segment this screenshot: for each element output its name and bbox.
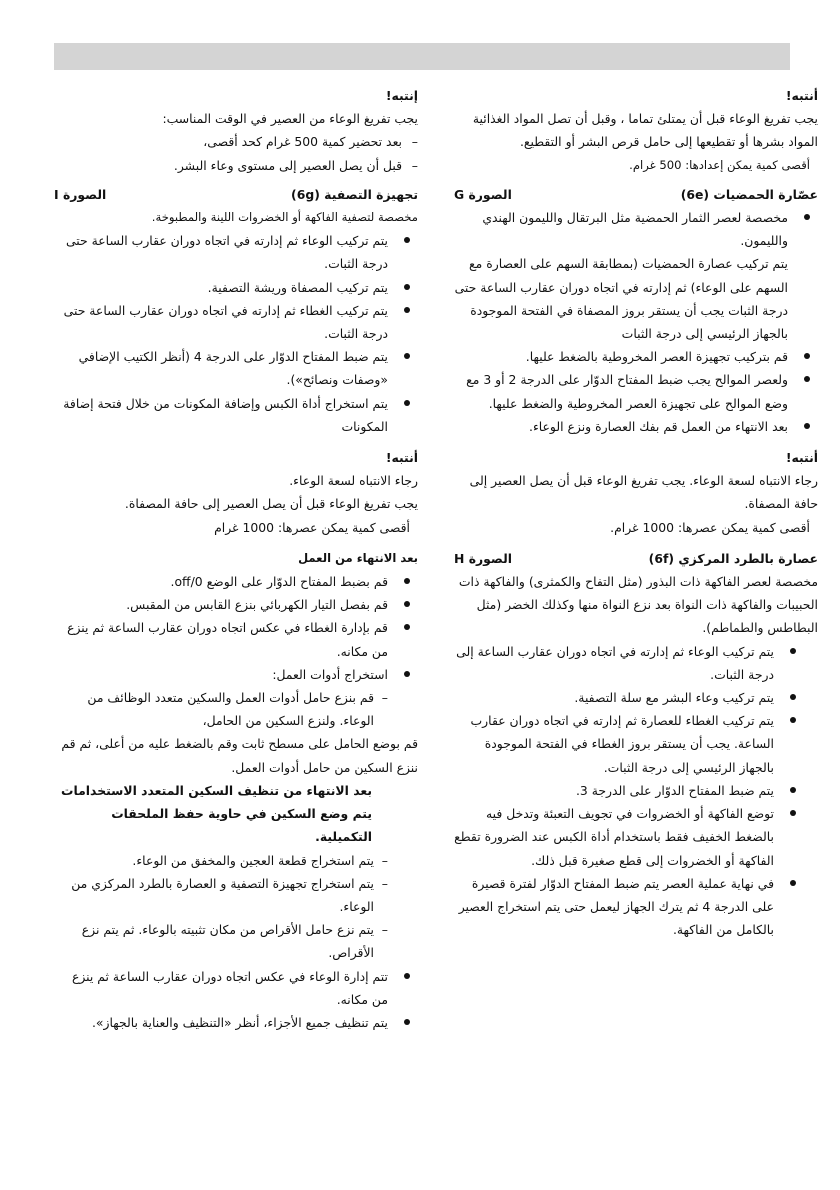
list-item: يتم تركيب المصفاة وريشة التصفية. [52, 276, 418, 299]
list-item: قم بضبط المفتاح الدوّار على الوضع off/0. [52, 570, 418, 593]
warning-body: يجب تفريغ الوعاء من العصير في الوقت المناسب: [162, 111, 418, 127]
list-item: بعد الانتهاء من العمل قم بفك العصارة ونزع الوعاء. [452, 415, 818, 438]
warning-title: أنتبه! [785, 88, 818, 103]
section-heading: عصّارة الحمضيات (6e) [680, 186, 818, 202]
final-list [52, 965, 418, 1035]
list-item: يتم تركيب الغطاء للعصارة ثم إدارته في اتجاه دوران عقارب الساعة. يجب أن يستقر بروز الغطاء في الفتحة الموجودة بالجهاز الرئيسي إلى درجة الثبات. [452, 709, 804, 779]
list-item: يتم تركيب وعاء البشر مع سلة التصفية. [452, 686, 804, 709]
citrus-assembly-para: يتم تركيب عصارة الحمضيات (بمطابقة السهم على العصارة مع السهم على الوعاء) ثم إدارته في اتجاه دوران عقارب الساعة حتى درجة الثبات يجب أن يستقر بروز المصفاة في الفتحة الموجودة بالجهاز الرئيسي إلى درجة الثبات [454, 256, 788, 342]
dash-item: – قم بنزع حامل أدوات العمل والسكين متعدد الوظائف من الوعاء. ولنزع السكين من الحامل، [52, 686, 418, 732]
header-bar [54, 43, 790, 70]
after-work-list [52, 570, 418, 686]
warning-body: يجب تفريغ الوعاء قبل أن يمتلئ تماما ، وقبل أن تصل المواد الغذائية المواد بشرها أو تقطيعها إلى حامل قرص البشر أو التقطيع. [472, 111, 818, 150]
list-item: يتم تركيب الوعاء ثم إدارته في اتجاه دوران عقارب الساعة إلى درجة الثبات. [452, 640, 804, 686]
list-item: تتم إدارة الوعاء في عكس اتجاه دوران عقارب الساعة ثم ينزع من مكانه. [52, 965, 418, 1011]
list-item: يتم استخراج أداة الكبس وإضافة المكونات من خلال فتحة إضافة المكونات [52, 392, 418, 438]
list-item: – قبل أن يصل العصير إلى مستوى وعاء البشر. [52, 154, 418, 177]
figure-ref: الصورة G [454, 186, 512, 202]
warning-title: أنتبه! [385, 450, 418, 466]
max-quantity: أقصى كمية يمكن إعدادها: 500 غرام. [629, 157, 810, 172]
dash-item-continued: قم بوضع الحامل على مسطح ثابت وقم بالضغط عليه من أعلى، ثم قم ننزع السكين من حامل أدوات العمل. [61, 736, 418, 775]
section-heading: عصارة بالطرد المركزي (6f) [648, 550, 818, 566]
list-item: مخصصة لعصر الثمار الحمضية مثل البرتقال والليمون الهندي والليمون. يتم تركيب عصارة الحمضيات (بمطابقة السهم على العصارة مع السهم على الوعاء) ثم إدارته في اتجاه دوران عقارب الساعة حتى درجة الثبات يجب أن يستقر بروز المصفاة في الفتحة الموجودة بالجهاز الرئيسي إلى درجة الثبات [452, 206, 818, 345]
section-intro: مخصصة لتصفية الفاكهة أو الخضروات اللينة والمطبوخة. [151, 210, 418, 225]
warning-line: رجاء الانتباه لسعة الوعاء. [289, 473, 418, 489]
warning-line: يجب تفريغ الوعاء قبل أن يصل العصير إلى حافة المصفاة. [124, 496, 418, 512]
dash-item: – يتم نزع حامل الأقراص من مكان تثبيته بالوعاء. ثم يتم نزع الأقراص. [52, 918, 418, 964]
right-column [452, 84, 818, 941]
section-heading: تجهيزة التصفية (6g) [291, 186, 418, 202]
figure-ref: الصورة H [454, 550, 513, 566]
section-title-centrifugal [452, 547, 818, 570]
section-intro: مخصصة لعصر الفاكهة ذات البذور (مثل التفاح والكمثرى) والفاكهة ذات الحبيبات والفاكهة ذات النواة بعد نزع النواة منها وكذلك الخضر (مثل البطاطس والطماطم). [458, 574, 818, 636]
warning-title: إنتبه! [385, 88, 418, 103]
list-item: يتم تركيب الغطاء ثم إدارته في اتجاه دوران عقارب الساعة حتى درجة الثبات. [52, 299, 418, 345]
list-item: يتم ضبط المفتاح الدوّار على الدرجة 4 (أنظر الكتيب الإضافي «وصفات ونصائح»). [52, 345, 418, 391]
list-item: توضع الفاكهة أو الخضروات في تجويف التعبئة وتدخل فيه بالضغط الخفيف فقط باستخدام أداة الكبس عند الضرورة تقطع الفاكهة أو الخضروات إلى قطع صغيرة قبل ذلك. [452, 802, 804, 872]
list-item: قم بإدارة الغطاء في عكس اتجاه دوران عقارب الساعة ثم ينزع من مكانه. [52, 616, 418, 662]
warning-title: أنتبه! [785, 450, 818, 466]
list-item: استخراج أدوات العمل: [52, 663, 418, 686]
list-item: يتم تنظيف جميع الأجزاء، أنظر «التنظيف والعناية بالجهاز». [52, 1011, 418, 1034]
warning-dash-list [52, 130, 418, 176]
section-title-strainer [52, 183, 418, 206]
after-work-heading: بعد الانتهاء من العمل [298, 550, 418, 565]
section-title-citrus [452, 183, 818, 206]
dash-item: – يتم استخراج تجهيزة التصفية و العصارة بالطرد المركزي من الوعاء. [52, 872, 418, 918]
list-item: يتم ضبط المفتاح الدوّار على الدرجة 3. [452, 779, 804, 802]
list-item: في نهاية عملية العصر يتم ضبط المفتاح الدوّار لفترة قصيرة على الدرجة 4 ثم يترك الجهاز ليعمل حتى يتم استخراج العصير بالكامل من الفاكهة. [452, 872, 804, 942]
list-item: قم بفصل التيار الكهربائي بنزع القابس من المقبس. [52, 593, 418, 616]
max-quantity: أقصى كمية يمكن عصرها: 1000 غرام [214, 519, 410, 535]
left-column [52, 84, 418, 1034]
max-quantity: أقصى كمية يمكن عصرها: 1000 غرام. [610, 519, 810, 535]
citrus-list [452, 206, 818, 438]
centrifugal-list [452, 640, 818, 942]
dash-item: – يتم استخراج قطعة العجين والمخفق من الوعاء. [52, 849, 418, 872]
list-item: يتم تركيب الوعاء ثم إدارته في اتجاه دوران عقارب الساعة حتى درجة الثبات. [52, 229, 418, 275]
list-item: قم بتركيب تجهيزة العصر المخروطية بالضغط عليها. [452, 345, 818, 368]
figure-ref: الصورة I [54, 186, 107, 202]
strainer-list [52, 229, 418, 438]
list-item: ولعصر الموالح يجب ضبط المفتاح الدوّار على الدرجة 2 أو 3 مع وضع الموالح على تجهيزة العصر المخروطية والضغط عليها. [452, 368, 818, 414]
list-item: – بعد تحضير كمية 500 غرام كحد أقصى، [52, 130, 418, 153]
bold-note: بعد الانتهاء من تنظيف السكين المتعدد الاستخدامات يتم وضع السكين في حاوية حفظ الملحقات التكميلية. [61, 782, 372, 845]
warning-body: رجاء الانتباه لسعة الوعاء. يجب تفريغ الوعاء قبل أن يصل العصير إلى حافة المصفاة. [469, 473, 818, 512]
